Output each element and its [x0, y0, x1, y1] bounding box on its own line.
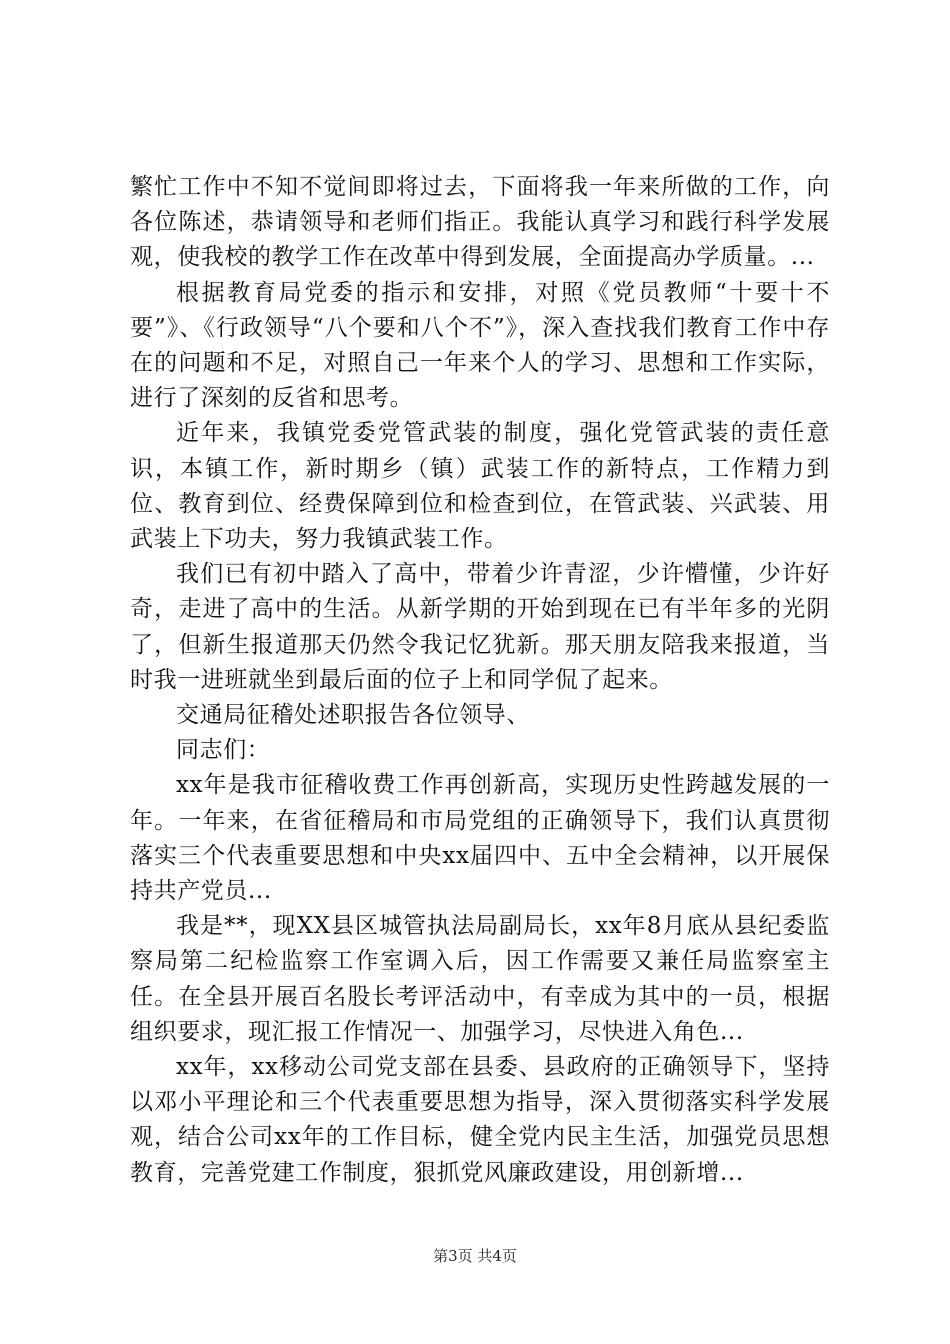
paragraph: 同志们： — [176, 737, 271, 764]
paragraph: 我是**，现XX县区城管执法局副局长，xx年8月底从县纪委监察局第二纪检监察工作室调入后，因工作需要又兼任局监察室主任。在全县开展百名股长考评活动中，有幸成为其中的一员，根据组织要求，现汇报工作情况一、加强学习，尽快进入角色... — [130, 913, 830, 1045]
paragraph: 交通局征稽处述职报告各位领导、 — [176, 702, 530, 729]
paragraph: 我们已有初中踏入了高中，带着少许青涩，少许懵懂，少许好奇，走进了高中的生活。从新学期的开始到现在已有半年多的光阴了，但新生报道那天仍然令我记忆犹新。那天朋友陪我来报道，当时我一进班就坐到最后面的位子上和同学侃了起来。 — [130, 561, 830, 693]
paragraph: 繁忙工作中不知不觉间即将过去，下面将我一年来所做的工作，向各位陈述，恭请领导和老师们指正。我能认真学习和践行科学发展观，使我校的教学工作在改革中得到发展，全面提高办学质量。... — [130, 174, 830, 271]
page-footer — [0, 1245, 950, 1266]
paragraph: xx年，xx移动公司党支部在县委、县政府的正确领导下，坚持以邓小平理论和三个代表重要思想为指导，深入贯彻落实科学发展观，结合公司xx年的工作目标，健全党内民主生活，加强党员思想教育，完善党建工作制度，狠抓党风廉政建设，用创新增... — [130, 1054, 830, 1186]
document-body — [130, 170, 830, 1191]
paragraph: 近年来，我镇党委党管武装的制度，强化党管武装的责任意识，本镇工作，新时期乡（镇）武装工作的新特点，工作精力到位、教育到位、经费保障到位和检查到位，在管武装、兴武装、用武装上下功夫，努力我镇武装工作。 — [130, 420, 830, 553]
paragraph: 根据教育局党委的指示和安排，对照《党员教师“十要十不要”》、《行政领导“八个要和八个不”》，深入查找我们教育工作中存在的问题和不足，对照自己一年来个人的学习、思想和工作实际，进行了深刻的反省和思考。 — [130, 279, 830, 412]
paragraph: xx年是我市征稽收费工作再创新高，实现历史性跨越发展的一年。一年来，在省征稽局和市局党组的正确领导下，我们认真贯彻落实三个代表重要思想和中央xx届四中、五中全会精神，以开展保持共产党员... — [130, 772, 830, 905]
page-number: 第3页 共4页 — [433, 1247, 517, 1265]
